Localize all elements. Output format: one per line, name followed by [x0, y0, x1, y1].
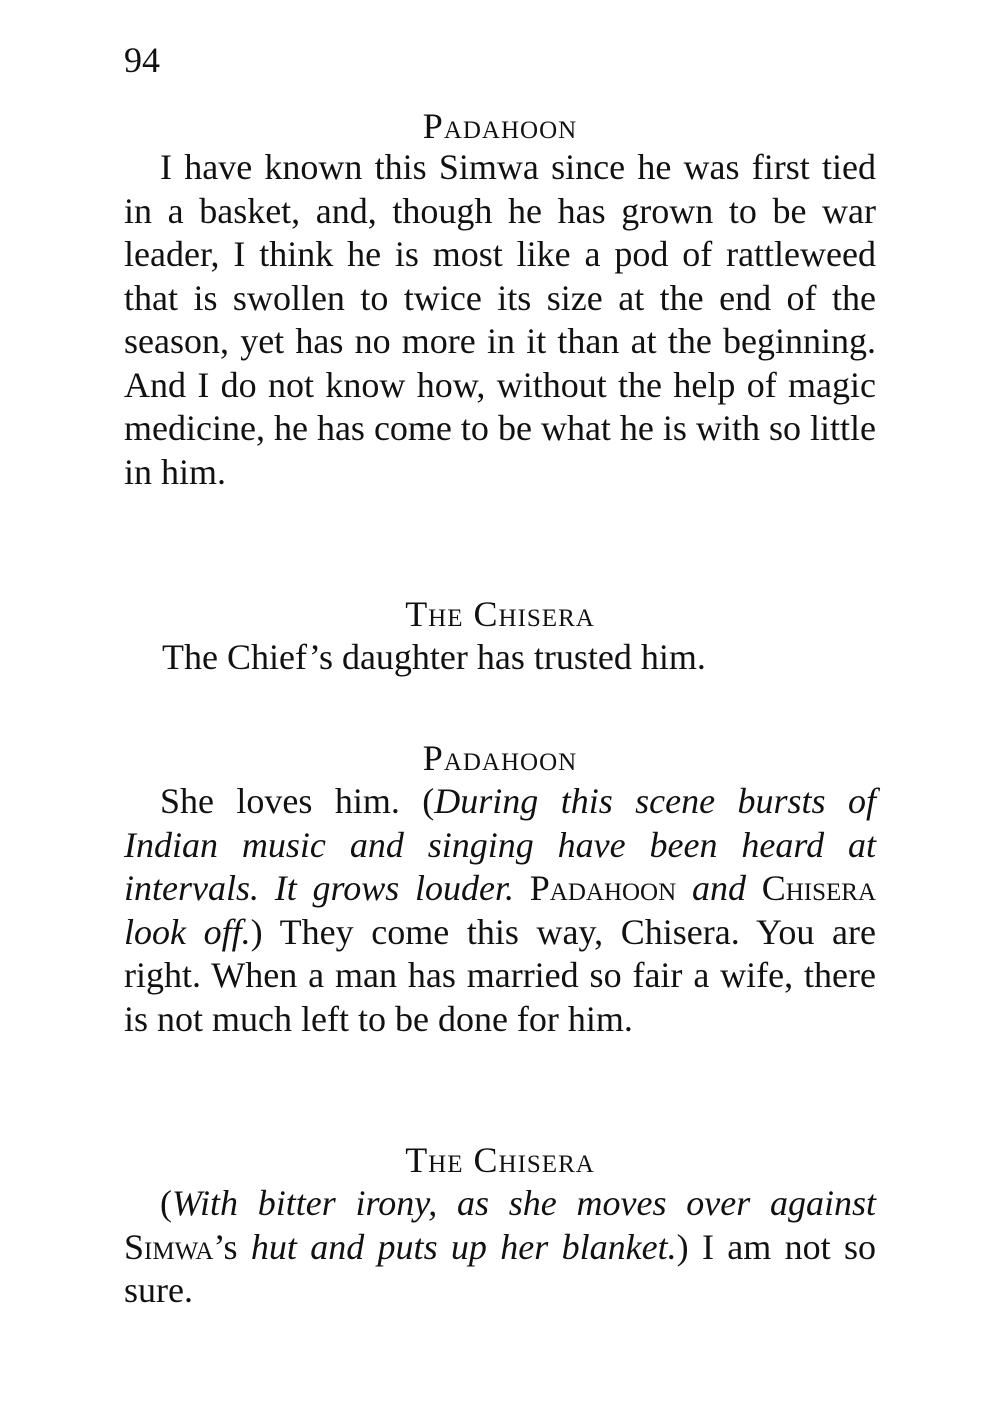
speaker-chisera: The Chisera — [405, 1140, 595, 1180]
character-name: Simwa — [124, 1226, 214, 1267]
speech-text: ) I am not so sure. — [124, 1226, 877, 1310]
speech-text: ) They come this way, Chisera. You are right. When a man has married so fair a wife, there is not much left to be done for him. — [124, 911, 876, 1039]
speech-chisera-1: The Chief’s daughter has trusted him. — [162, 637, 706, 677]
speech-padahoon-2 — [124, 780, 876, 1041]
speech-text: ’s — [213, 1226, 238, 1267]
stage-direction: During this scene bursts of Indian music and singing have been heard at intervals. It grows louder. — [124, 781, 876, 908]
speaker-chisera: The Chisera — [405, 594, 595, 634]
stage-direction: look off. — [124, 911, 251, 952]
stage-direction: and — [691, 868, 746, 908]
character-name: Padahoon — [529, 868, 677, 908]
speech-chisera-2 — [124, 1182, 876, 1313]
speaker-padahoon: Padahoon — [422, 106, 578, 146]
stage-direction: With bitter irony, as she moves over against — [172, 1183, 876, 1223]
stage-direction: hut and puts up her blanket. — [250, 1226, 677, 1267]
speech-text: ( — [160, 1183, 172, 1223]
character-name: Chisera — [761, 868, 877, 908]
page-number: 94 — [124, 40, 160, 80]
speaker-padahoon: Padahoon — [422, 738, 578, 778]
speech-padahoon-1: I have known this Simwa since he was first tied in a basket, and, though he has grown to be war leader, I think he is most like a pod of rattleweed that is swollen to twice its size at the end of the season, yet has no more in it than at the beginning. And I do not know how, without the help of magic medicine, he has come to be what he is with so little in him. — [124, 147, 876, 492]
speech-text: She loves him. ( — [160, 781, 435, 821]
